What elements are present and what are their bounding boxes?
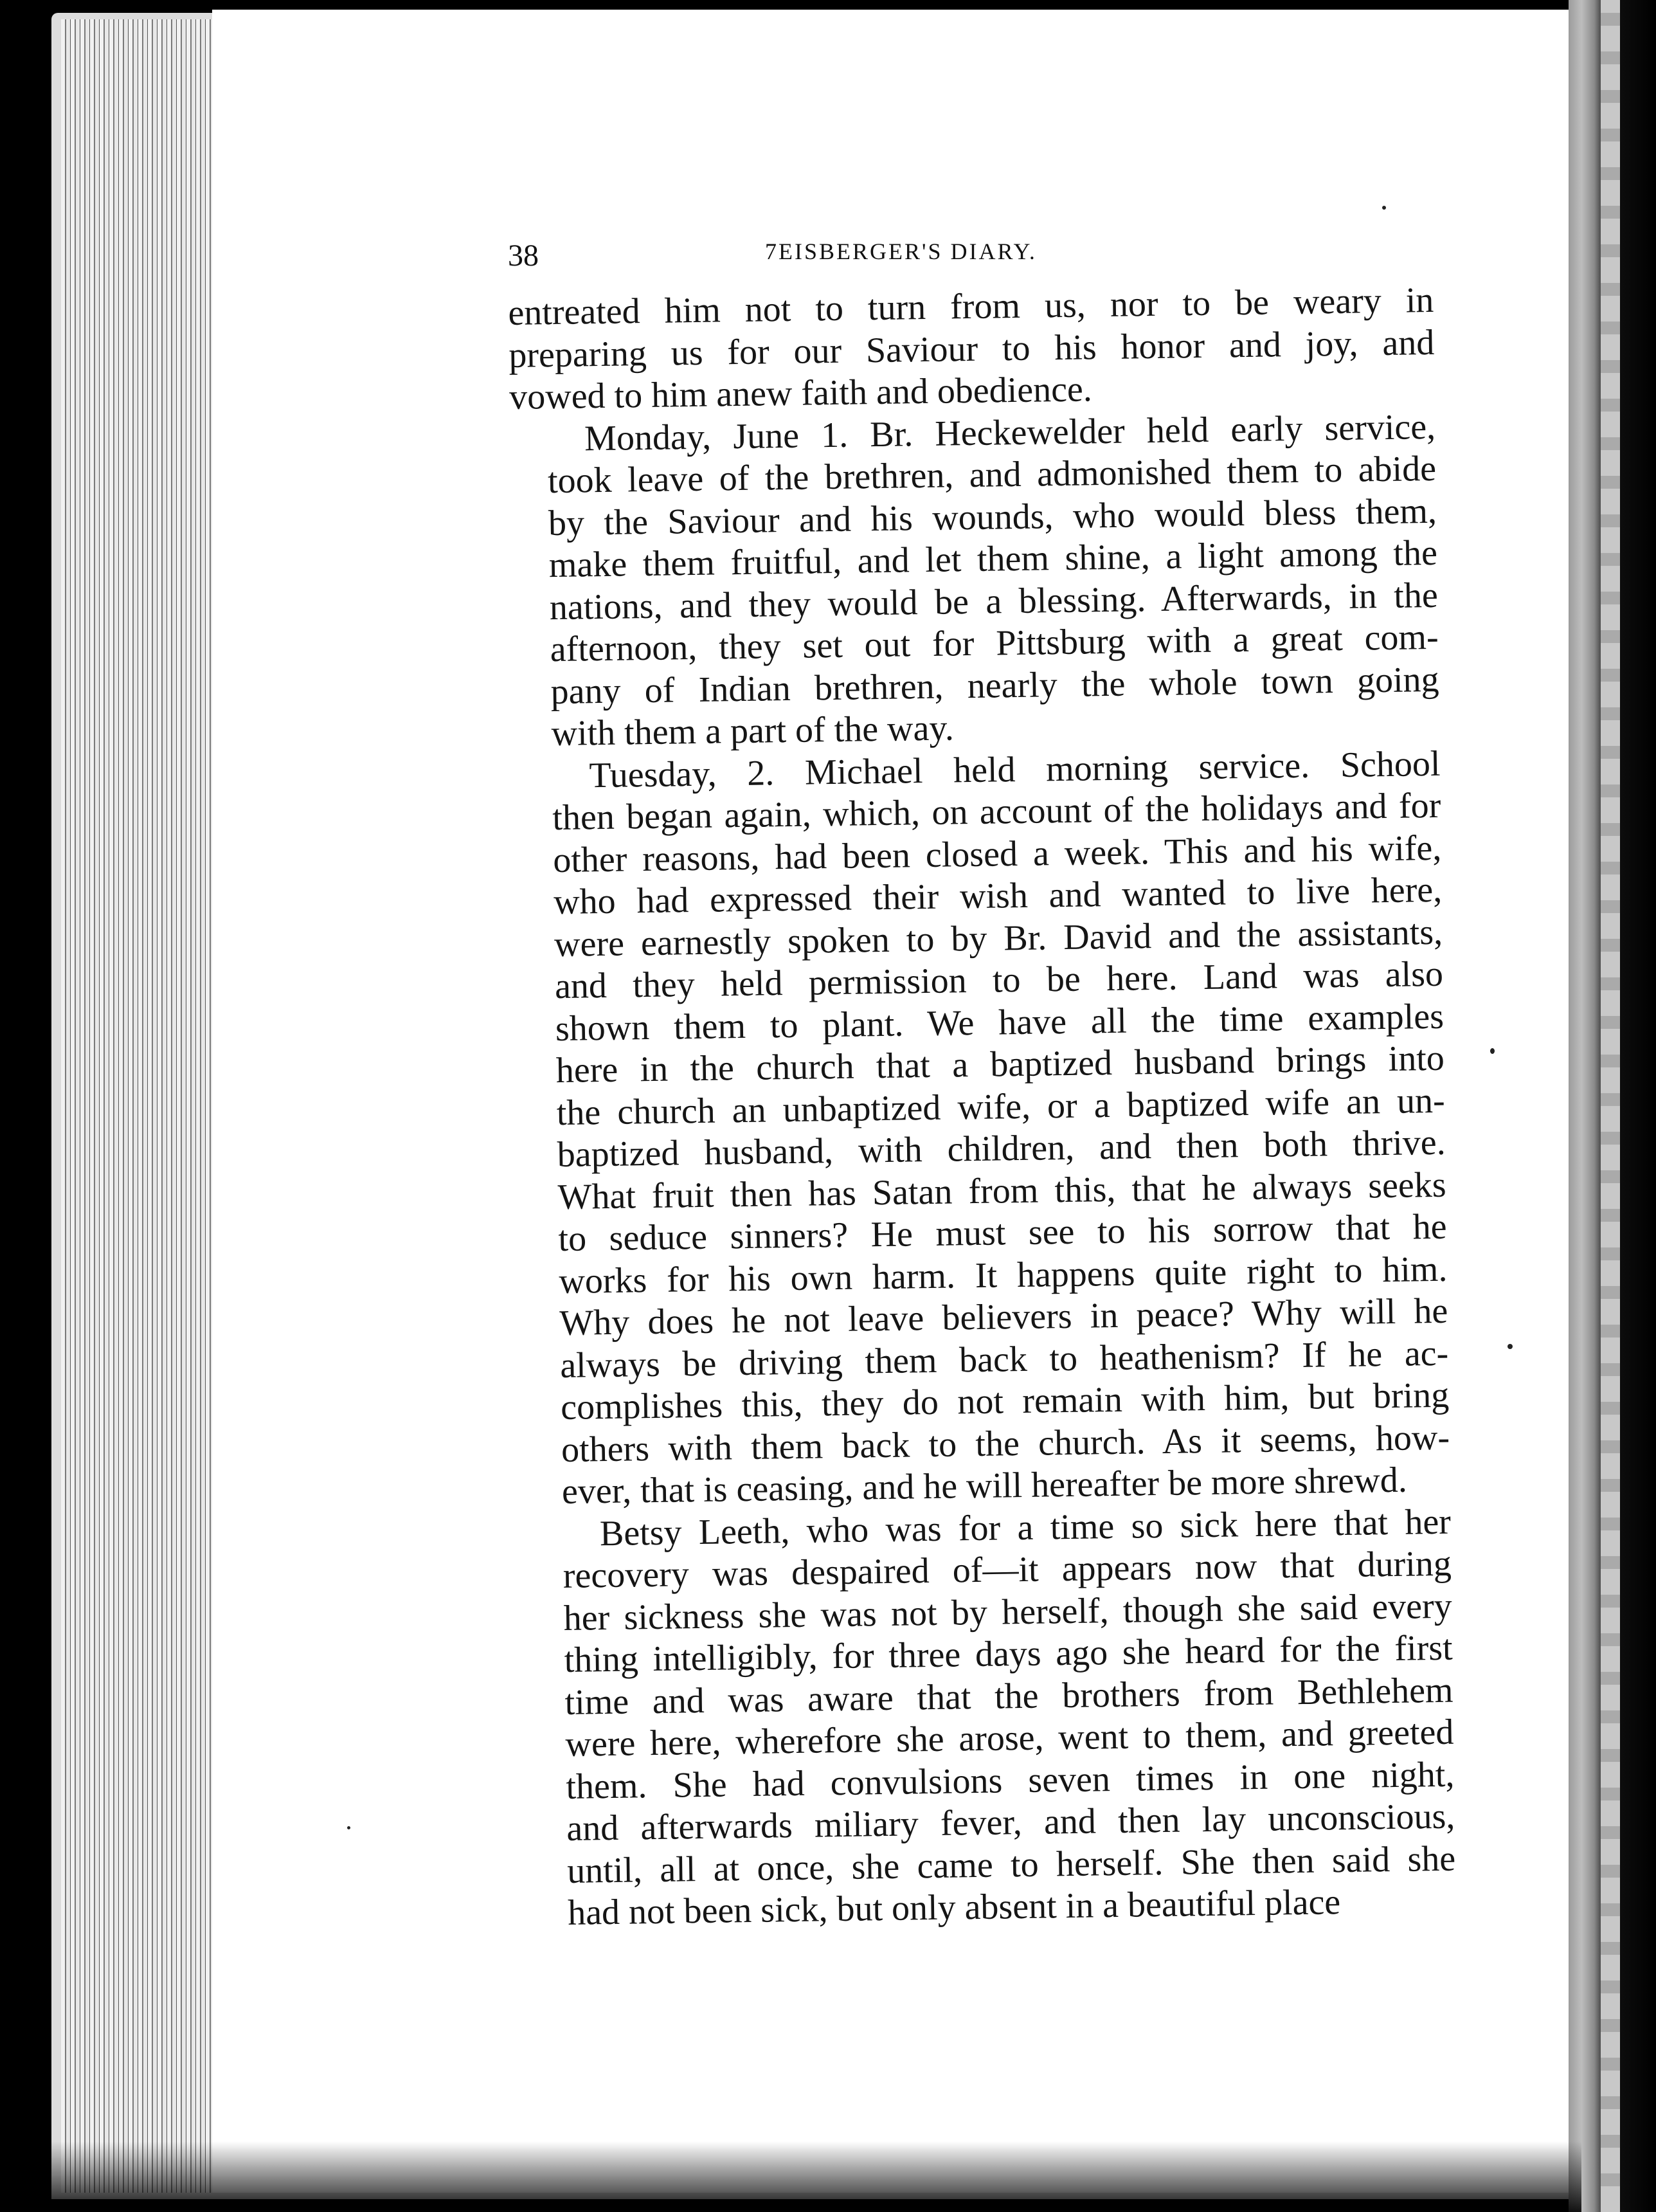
text-line: Tuesday, 2. Michael held morning service. School — [589, 743, 1441, 795]
page-header — [508, 238, 1311, 276]
scan-speck — [1508, 1344, 1513, 1349]
text-line: thing intelligibly, for three days ago she heard for the first — [564, 1627, 1454, 1680]
text-line: here in the church that a baptized husband brings into — [555, 1038, 1445, 1091]
running-head: 7EISBERGER'S DIARY. — [765, 239, 1037, 264]
text-line: ever, that is ceasing, and he will hereafter be more shrewd. — [561, 1460, 1408, 1512]
bottom-shadow — [51, 2141, 1581, 2212]
paragraph — [510, 406, 1440, 756]
text-line: time and was aware that the brothers from Bethlehem — [564, 1670, 1454, 1723]
text-line: nations, and they would be a blessing. Afterwards, in the — [549, 575, 1439, 628]
scan-speck — [1490, 1048, 1495, 1054]
text-line: always be driving them back to heathenism? If he ac- — [559, 1333, 1449, 1386]
text-line: works for his own harm. It happens quite right to him. — [559, 1249, 1448, 1301]
text-line: had not been sick, but only absent in a beautiful place — [567, 1882, 1341, 1933]
text-line: with them a part of the way. — [551, 708, 955, 754]
text-line: the church an unbaptized wife, or a baptized wife an un- — [556, 1080, 1446, 1133]
text-line: afternoon, they set out for Pittsburg with a great com- — [550, 617, 1439, 670]
text-line: were earnestly spoken to by Br. David and the assistants, — [554, 912, 1443, 965]
text-line: What fruit then has Satan from this, that he always seeks — [557, 1165, 1446, 1217]
text-line: Why does he not leave believers in peace? Why will he — [559, 1291, 1448, 1344]
text-line: shown them to plant. We have all the time examples — [555, 996, 1444, 1049]
right-edge-strip — [1601, 0, 1620, 2212]
text-line: who had expressed their wish and wanted to live here, — [553, 869, 1443, 923]
text-line: preparing us for our Saviour to his honor and joy, and — [508, 322, 1435, 376]
text-line: complishes this, they do not remain with him, but bring — [560, 1375, 1450, 1428]
page-body-text — [508, 280, 1457, 1935]
text-line: Monday, June 1. Br. Heckewelder held early service, — [584, 406, 1436, 458]
text-line: her sickness she was not by herself, though she said every — [563, 1586, 1453, 1638]
page-number: 38 — [508, 239, 539, 273]
text-line: by the Saviour and his wounds, who would bless them, — [548, 491, 1437, 543]
text-line: and they held permission to be here. Land was also — [554, 954, 1444, 1007]
text-line: then began again, which, on account of the holidays and for — [552, 785, 1441, 839]
text-line: until, all at once, she came to herself. She then said she — [566, 1838, 1456, 1891]
text-line: and afterwards miliary fever, and then lay unconscious, — [566, 1796, 1455, 1849]
text-line: vowed to him anew faith and obedience. — [509, 369, 1093, 417]
scan-speck — [1382, 206, 1386, 210]
text-line: were here, wherefore she arose, went to them, and greeted — [565, 1712, 1454, 1764]
page-edges — [61, 19, 222, 2193]
paragraph — [525, 1501, 1457, 1935]
text-line: others with them back to the church. As it seems, how- — [561, 1417, 1450, 1470]
paragraph — [508, 280, 1436, 419]
text-line: them. She had convulsions seven times in one night, — [566, 1754, 1455, 1807]
text-line: took leave of the brethren, and admonished them to abide — [547, 448, 1437, 502]
text-line: Betsy Leeth, who was for a time so sick here that her — [599, 1501, 1452, 1554]
scan-speck — [347, 1826, 350, 1829]
paragraph — [514, 743, 1450, 1514]
text-line: recovery was despaired of—it appears now that during — [562, 1543, 1452, 1596]
text-line: other reasons, had been closed a week. This and his wife, — [552, 828, 1442, 880]
text-line: to seduce sinners? He must see to his sorrow that he — [558, 1206, 1447, 1260]
text-line: pany of Indian brethren, nearly the whole town going — [550, 659, 1439, 712]
text-line: entreated him not to turn from us, nor to be weary in — [508, 280, 1434, 333]
text-line: make them fruitful, and let them shine, a light among the — [548, 532, 1438, 586]
text-line: baptized husband, with children, and then both thrive. — [557, 1122, 1446, 1175]
